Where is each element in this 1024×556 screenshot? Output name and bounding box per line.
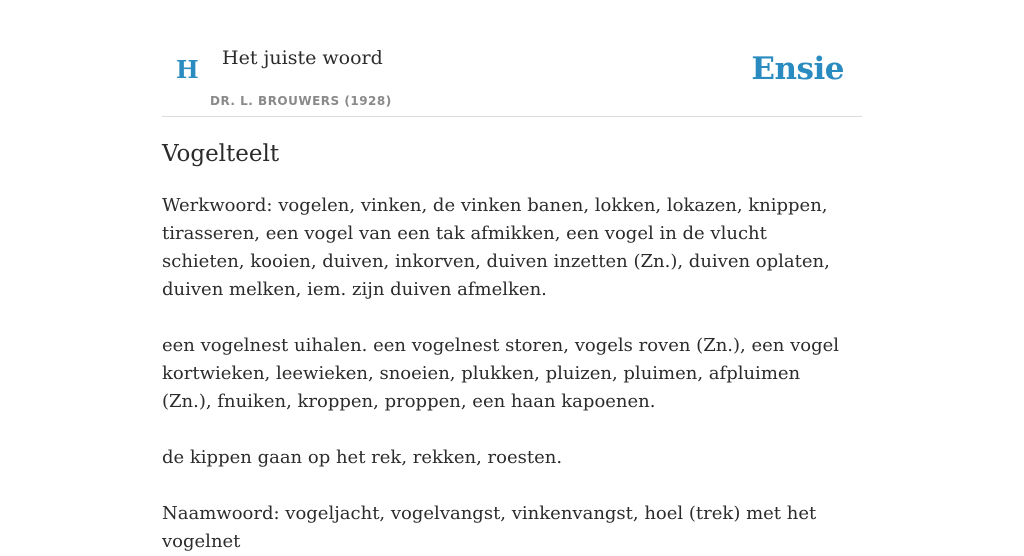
entry-paragraph: een vogelnest uihalen. een vogelnest storen, vogels roven (Zn.), een vogel kortwieken, leewieken, snoeien, plukken, pluizen, pluimen, afpluimen (Zn.), fnuiken, kroppen, proppen, een haan kapoenen. [162,335,840,412]
entry-paragraph: Werkwoord: vogelen, vinken, de vinken banen, lokken, lokazen, knippen, tirasseren, een vogel van een tak afmikken, een vogel in de vlucht schieten, kooien, duiven, inkorven, duiven inzetten (Zn.), duiven oplaten, duiven melken, iem. zijn duiven afmelken. [162,195,830,300]
entry-content [162,138,852,556]
book-title[interactable]: Het juiste woord [222,47,383,69]
site-header [162,0,862,117]
entry-title: Vogelteelt [162,141,280,167]
book-author: DR. L. BROUWERS (1928) [210,94,392,108]
book-logo-icon[interactable]: H [176,55,199,84]
entry-paragraph: de kippen gaan op het rek, rekken, roesten. [162,447,563,468]
brand-logo[interactable]: Ensie [751,51,844,87]
entry-paragraph: Naamwoord: vogeljacht, vogelvangst, vinkenvangst, hoel (trek) met het vogelnet [162,503,817,552]
